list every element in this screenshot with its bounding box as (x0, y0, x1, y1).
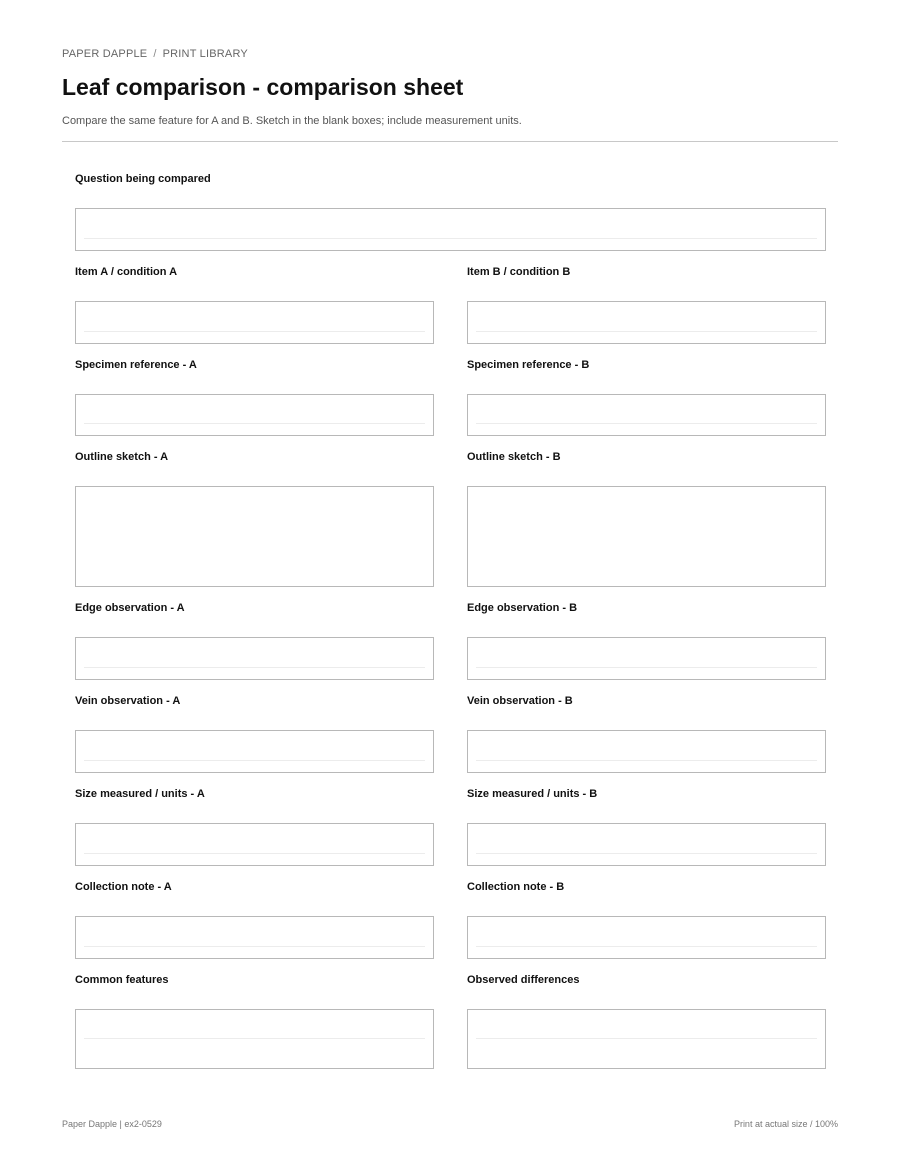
writing-guide-line (476, 331, 817, 332)
writing-guide-line (476, 760, 817, 761)
writing-guide-line (84, 667, 425, 668)
writing-guide-line (84, 423, 425, 424)
writing-guide-line (84, 1038, 425, 1039)
breadcrumb-separator: / (153, 48, 157, 60)
vein-a-box[interactable] (75, 730, 434, 773)
outline-b-label: Outline sketch - B (467, 451, 561, 463)
collection-a-box[interactable] (75, 916, 434, 959)
breadcrumb-brand: PAPER DAPPLE (62, 48, 148, 60)
writing-guide-line (84, 331, 425, 332)
writing-guide-line (84, 946, 425, 947)
page-instructions: Compare the same feature for A and B. Sketch in the blank boxes; include measurement units. (62, 115, 522, 127)
question-label: Question being compared (75, 173, 211, 185)
edge-b-box[interactable] (467, 637, 826, 680)
vein-b-label: Vein observation - B (467, 695, 573, 707)
breadcrumb-section: PRINT LIBRARY (162, 48, 248, 60)
specimen-b-label: Specimen reference - B (467, 359, 590, 371)
observed-differences-label: Observed differences (467, 974, 580, 986)
outline-a-label: Outline sketch - A (75, 451, 169, 463)
writing-guide-line (476, 667, 817, 668)
footer-print-note: Print at actual size / 100% (733, 1119, 838, 1129)
footer-document-id: Paper Dapple | ex2-0529 (62, 1119, 162, 1129)
edge-b-label: Edge observation - B (467, 602, 578, 614)
size-a-box[interactable] (75, 823, 434, 866)
item-a-box[interactable] (75, 301, 434, 344)
writing-guide-line (476, 853, 817, 854)
question-box[interactable] (75, 208, 826, 251)
item-b-box[interactable] (467, 301, 826, 344)
specimen-a-box[interactable] (75, 394, 434, 436)
specimen-a-label: Specimen reference - A (75, 359, 197, 371)
writing-guide-line (476, 423, 817, 424)
size-a-label: Size measured / units - A (75, 788, 205, 800)
common-features-box[interactable] (75, 1009, 434, 1069)
writing-guide-line (84, 238, 817, 239)
edge-a-label: Edge observation - A (75, 602, 185, 614)
observed-differences-box[interactable] (467, 1009, 826, 1069)
outline-b-sketch-box[interactable] (467, 486, 826, 587)
size-b-box[interactable] (467, 823, 826, 866)
writing-guide-line (476, 946, 817, 947)
item-b-label: Item B / condition B (467, 266, 571, 278)
specimen-b-box[interactable] (467, 394, 826, 436)
vein-a-label: Vein observation - A (75, 695, 181, 707)
edge-a-box[interactable] (75, 637, 434, 680)
item-a-label: Item A / condition A (75, 266, 178, 278)
page-title: Leaf comparison - comparison sheet (62, 74, 464, 100)
writing-guide-line (84, 760, 425, 761)
collection-a-label: Collection note - A (75, 881, 172, 893)
breadcrumb (62, 48, 248, 60)
outline-a-sketch-box[interactable] (75, 486, 434, 587)
writing-guide-line (84, 853, 425, 854)
vein-b-box[interactable] (467, 730, 826, 773)
writing-guide-line (476, 1038, 817, 1039)
collection-b-box[interactable] (467, 916, 826, 959)
size-b-label: Size measured / units - B (467, 788, 598, 800)
common-features-label: Common features (75, 974, 169, 986)
header-divider (62, 141, 838, 142)
collection-b-label: Collection note - B (467, 881, 565, 893)
